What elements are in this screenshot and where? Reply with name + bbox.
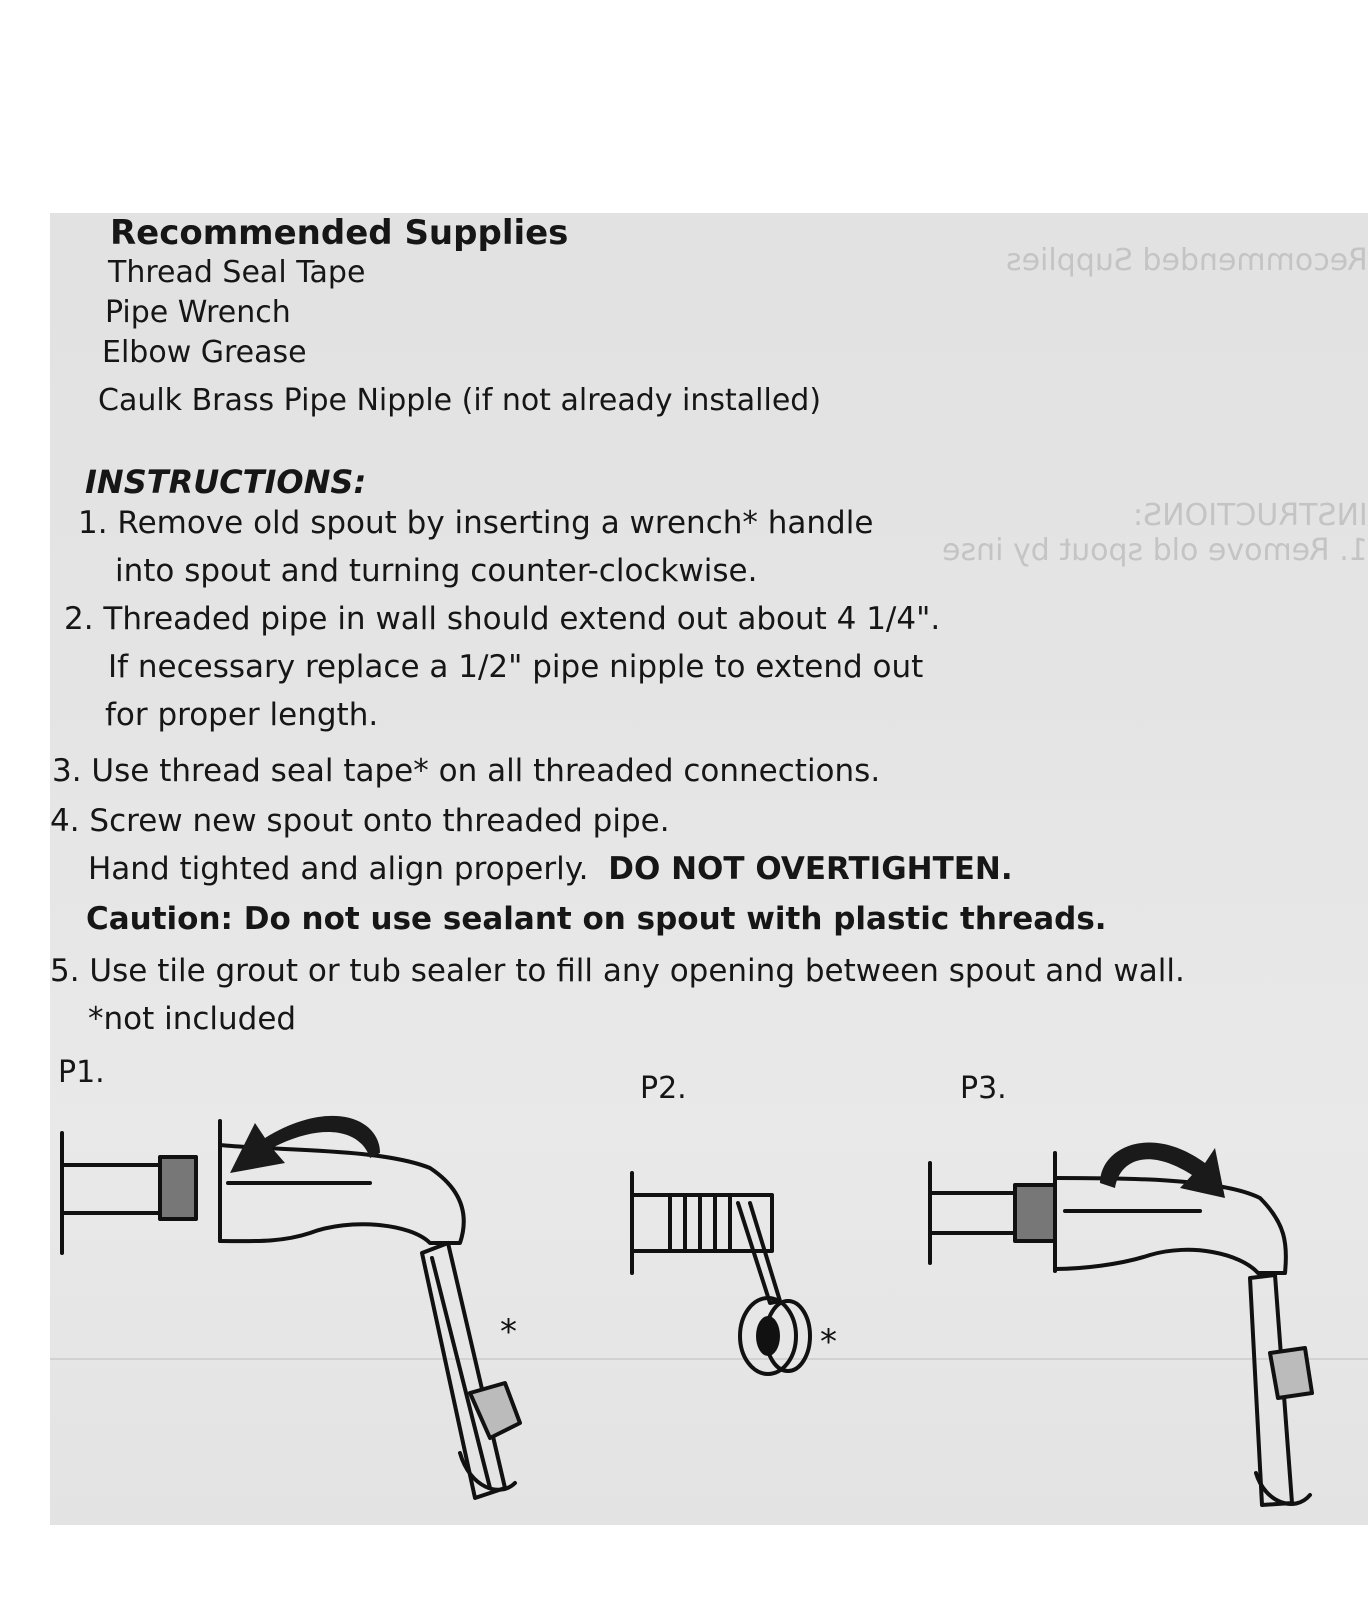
bleed-through-text: 1. Remove old spout by inse [942, 533, 1368, 568]
p2-thread-tape-illustration [620, 1143, 880, 1403]
bleed-through-text: Recommended Supplies [1006, 243, 1368, 278]
step-2-line-3: for proper length. [105, 697, 379, 733]
p1-remove-spout-illustration [50, 1093, 550, 1513]
step-2-line-1: 2. Threaded pipe in wall should extend out about 4 1/4". [64, 601, 941, 637]
instruction-sheet [50, 213, 1368, 1525]
bleed-through-text: INSTRUCTIONS: [1133, 498, 1368, 533]
supply-item: Elbow Grease [102, 335, 307, 370]
p1-not-included-marker: * [500, 1312, 517, 1352]
panel-label-p2: P2. [640, 1071, 687, 1106]
caution-text: Caution: Do not use sealant on spout with plastic threads. [86, 901, 1107, 937]
step-1-line-2: into spout and turning counter-clockwise. [115, 553, 758, 589]
step-2-line-2: If necessary replace a 1/2" pipe nipple to extend out [108, 649, 924, 685]
footnote: *not included [88, 1001, 297, 1037]
step-4-text: Hand tighted and align properly. [88, 851, 589, 887]
panel-label-p3: P3. [960, 1071, 1007, 1106]
step-4-line-1: 4. Screw new spout onto threaded pipe. [50, 803, 670, 839]
supply-item: Thread Seal Tape [108, 255, 366, 290]
overtighten-warning: DO NOT OVERTIGHTEN. [608, 851, 1013, 887]
p3-install-spout-illustration [920, 1103, 1368, 1523]
step-3: 3. Use thread seal tape* on all threaded connections. [52, 753, 881, 789]
step-4-line-2 [88, 851, 1013, 887]
supplies-title: Recommended Supplies [110, 213, 569, 253]
instructions-title: INSTRUCTIONS: [85, 463, 367, 501]
supply-item: Pipe Wrench [105, 295, 291, 330]
step-5: 5. Use tile grout or tub sealer to fill any opening between spout and wall. [50, 953, 1185, 989]
panel-label-p1: P1. [58, 1055, 105, 1090]
step-1-line-1: 1. Remove old spout by inserting a wrench* handle [78, 505, 874, 541]
supply-item: Caulk Brass Pipe Nipple (if not already installed) [98, 383, 822, 418]
p2-not-included-marker: * [820, 1322, 837, 1362]
